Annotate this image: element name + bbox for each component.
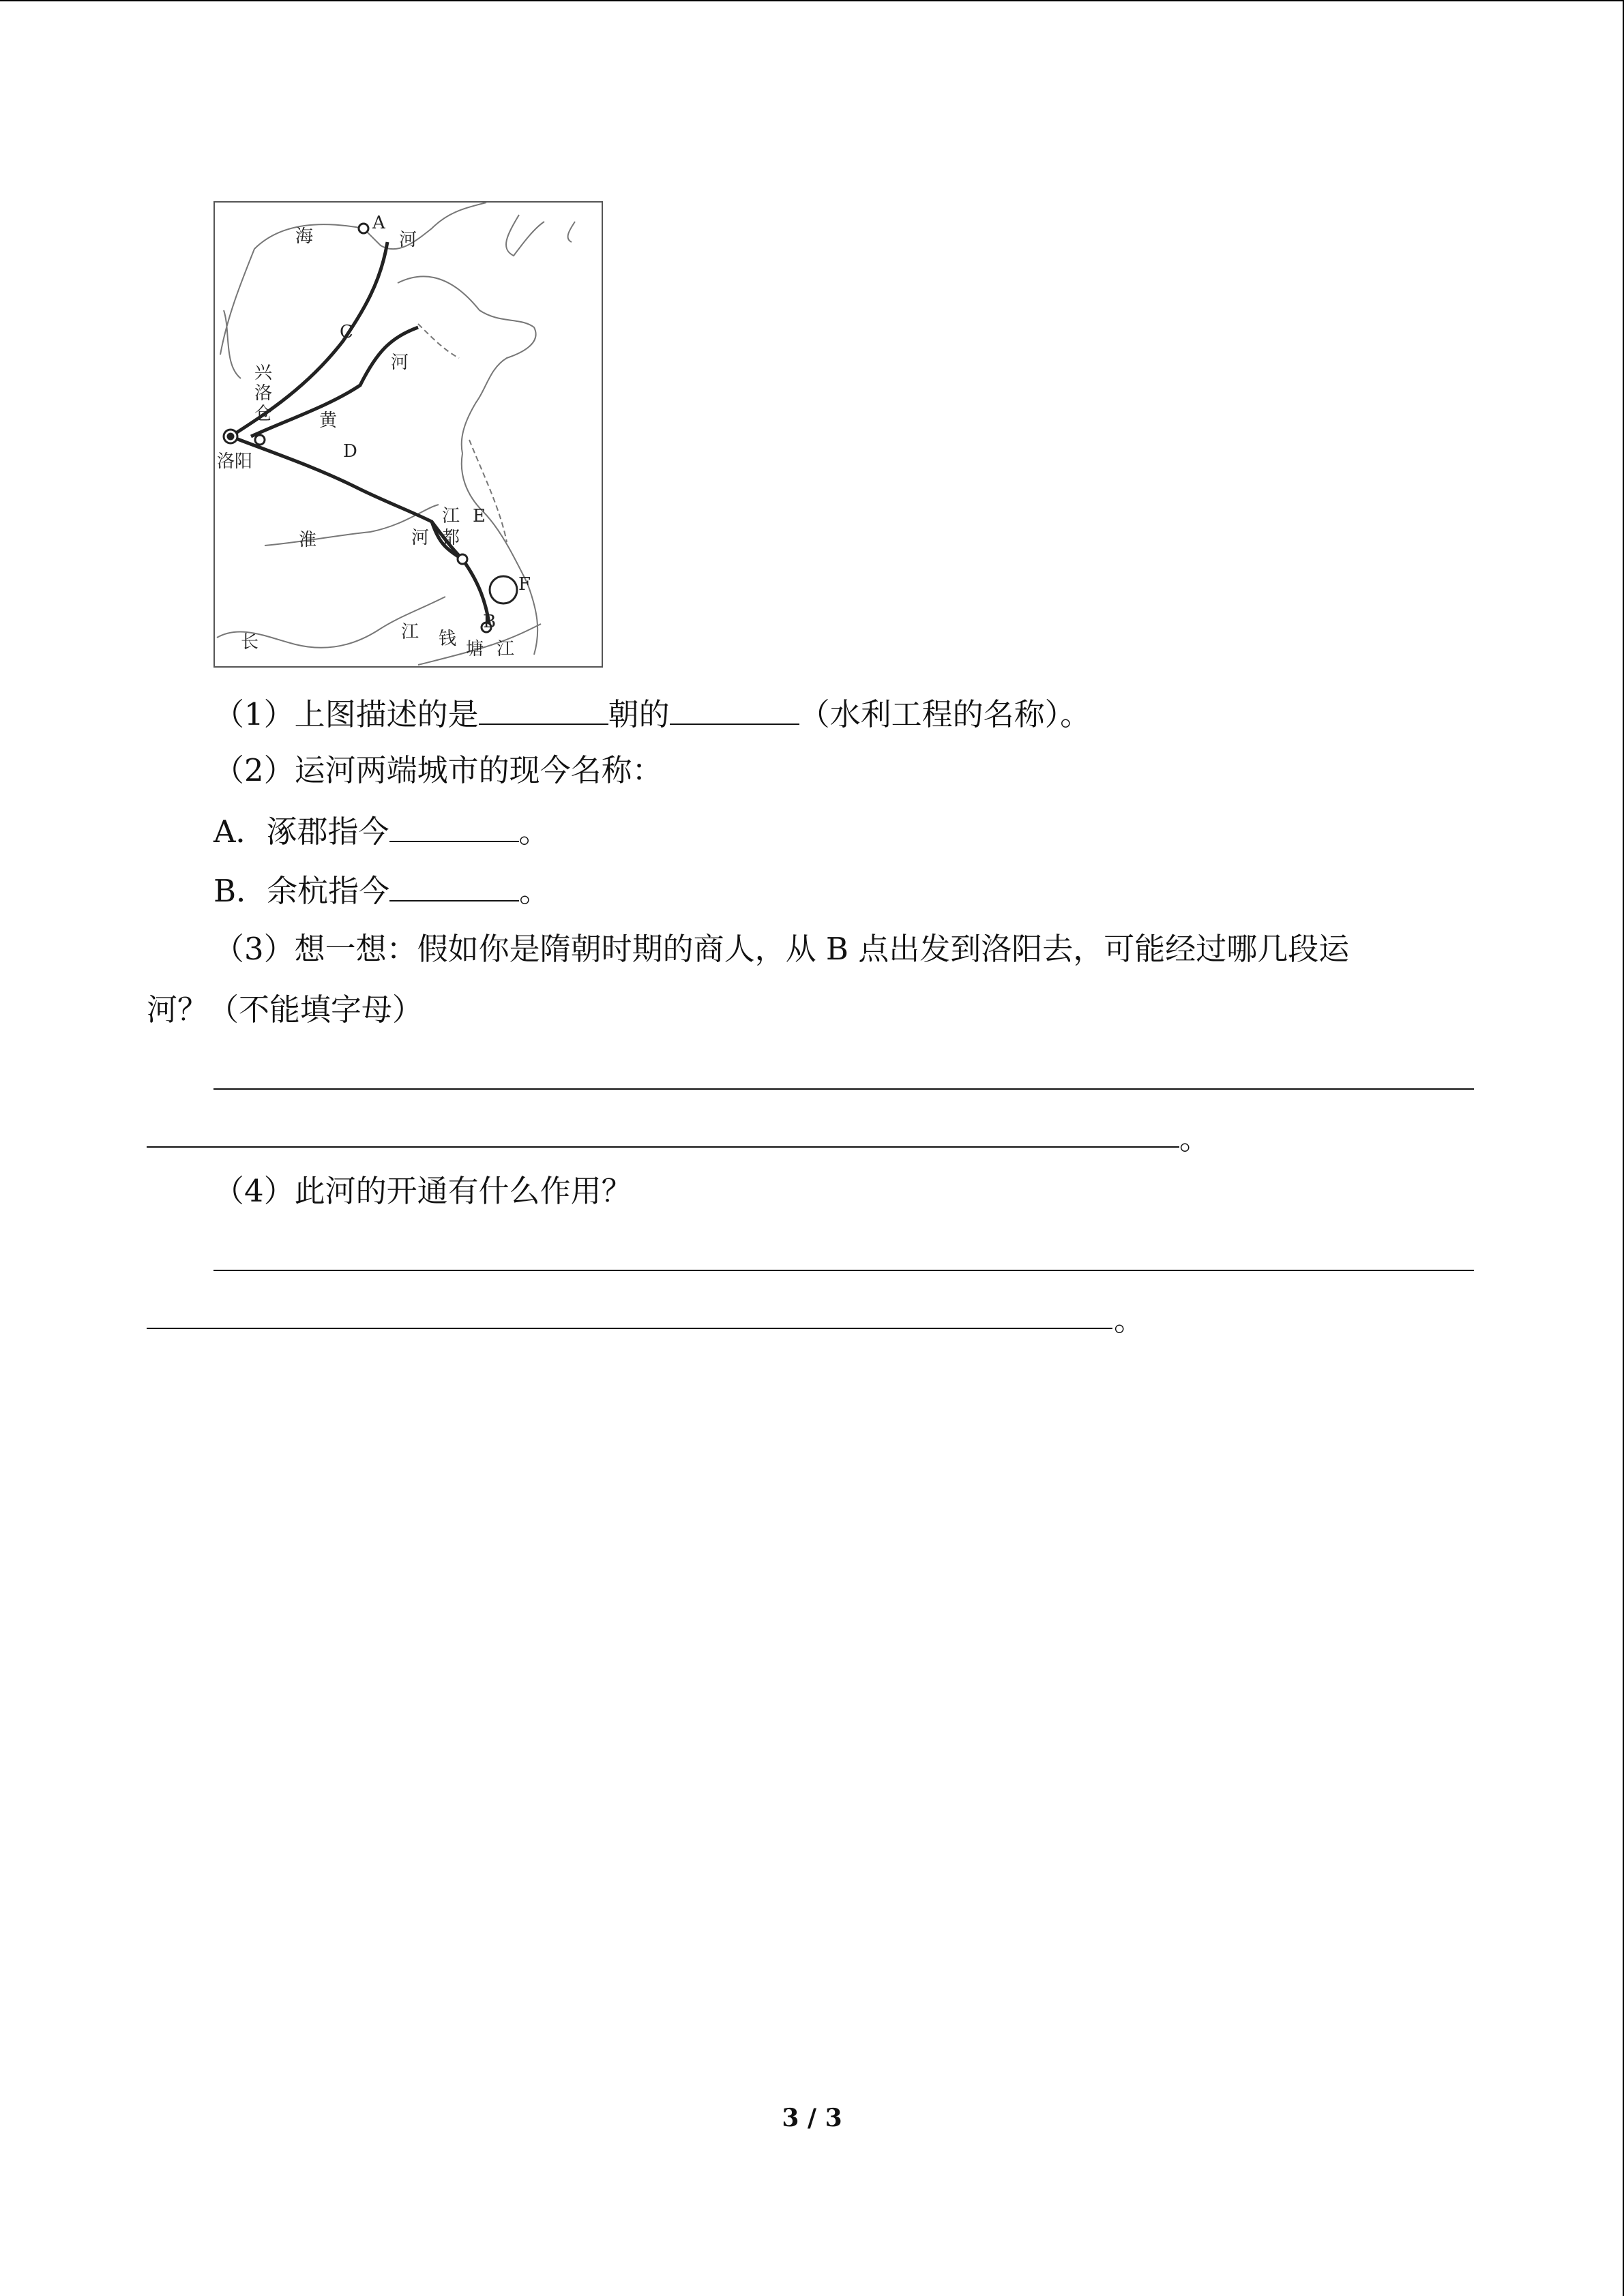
q2b-prefix: B．余杭指今 <box>213 873 390 909</box>
map-label-jiang-left: 江 <box>401 622 419 642</box>
map-label-E: E <box>473 506 486 526</box>
q3-answer-line-1[interactable] <box>213 1088 1474 1090</box>
map-label-river-north: 河 <box>399 230 417 250</box>
map-label-A: A <box>372 213 385 233</box>
question-2b <box>213 869 550 912</box>
page-number: 3 / 3 <box>782 2104 842 2132</box>
question-1 <box>213 692 1091 735</box>
page-border-top <box>0 0 1624 1</box>
map-label-river-mid: 河 <box>391 353 409 373</box>
q3-end-period: 。 <box>1179 1120 1211 1157</box>
map-label-cang: 仓 <box>254 404 273 424</box>
q1-prefix: （1）上图描述的是 <box>213 696 479 732</box>
map-label-qian: 钱 <box>439 629 457 649</box>
map-label-D: D <box>343 441 357 462</box>
q2a-suffix: 。 <box>518 814 550 850</box>
question-2a <box>213 809 550 852</box>
map-label-luo: 洛 <box>254 383 273 404</box>
q1-mid: 朝的 <box>608 696 670 732</box>
map-label-luoyang: 洛阳 <box>217 451 253 472</box>
map-label-huang: 黄 <box>319 411 338 431</box>
map-label-C: C <box>340 322 353 342</box>
question-3-line2: 河？（不能填字母） <box>147 992 424 1028</box>
question-2: （2）运河两端城市的现今名称： <box>213 752 663 788</box>
q2b-blank[interactable] <box>389 869 519 901</box>
q1-blank-dynasty[interactable] <box>479 692 608 725</box>
q2b-suffix: 。 <box>519 873 550 909</box>
map-label-F: F <box>518 574 531 595</box>
map-label-jiang-right: 江 <box>497 639 515 659</box>
q3-answer-line-2[interactable] <box>147 1146 1179 1148</box>
map-label-tang: 塘 <box>466 639 484 659</box>
q4-answer-line-1[interactable] <box>213 1270 1474 1271</box>
map-label-du: 都 <box>442 528 460 548</box>
question-4: （4）此河的开通有什么作用？ <box>213 1173 632 1209</box>
map-label-jiang-top: 江 <box>442 506 460 526</box>
map-label-sea: 海 <box>295 226 314 247</box>
map-label-huai: 淮 <box>299 530 317 550</box>
map-label-xing: 兴 <box>254 363 273 383</box>
q2a-prefix: A．涿郡指今 <box>213 814 389 850</box>
q4-answer-line-2[interactable] <box>147 1328 1112 1329</box>
map-label-B: B <box>483 612 497 632</box>
q1-blank-project[interactable] <box>670 692 799 725</box>
question-3-line1: （3）想一想：假如你是隋朝时期的商人，从 B 点出发到洛阳去，可能经过哪几段运 <box>213 931 1350 967</box>
q1-suffix: （水利工程的名称）。 <box>799 696 1091 732</box>
q4-end-period: 。 <box>1114 1302 1145 1338</box>
grand-canal-map <box>213 201 603 668</box>
map-label-he-bottom: 河 <box>411 528 430 548</box>
q2a-blank[interactable] <box>389 809 519 842</box>
map-label-chang: 长 <box>241 632 259 653</box>
